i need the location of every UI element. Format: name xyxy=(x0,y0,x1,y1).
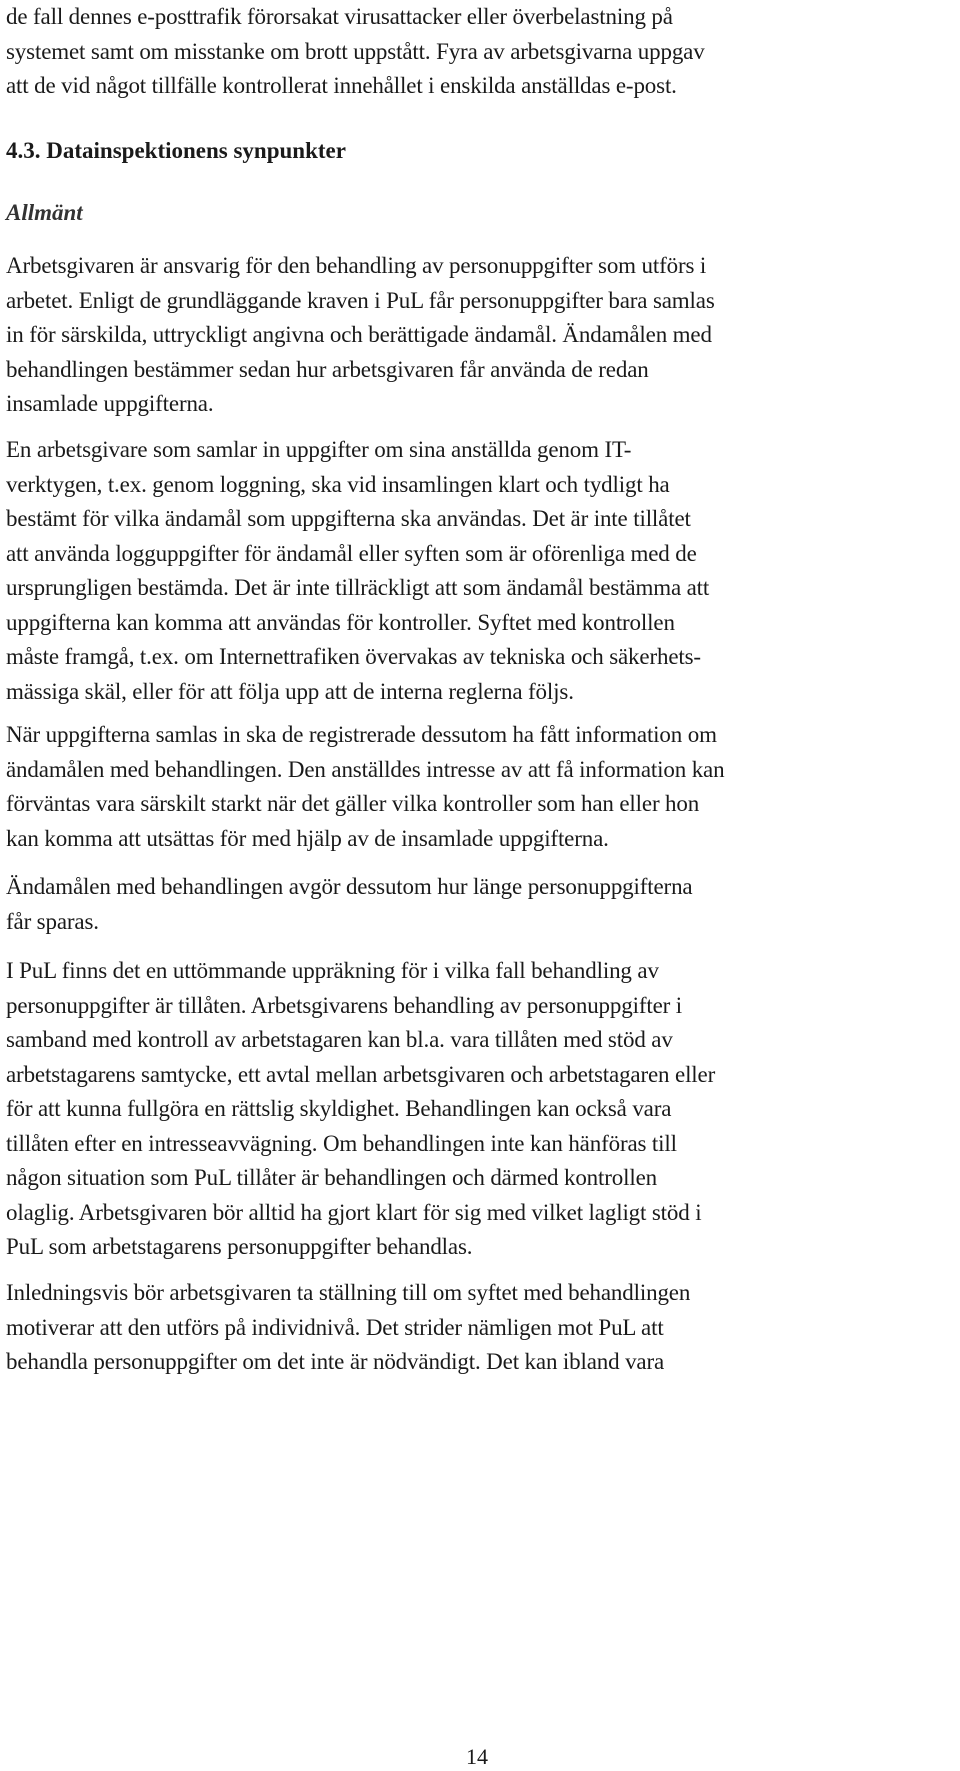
text-line: arbetstagarens samtycke, ett avtal mellan arbetsgivaren och arbetstagaren eller xyxy=(6,1061,716,1087)
text-line: att använda logguppgifter för ändamål eller syften som är oförenliga med de xyxy=(6,540,697,566)
text-line: Ändamålen med behandlingen avgör dessutom hur länge personuppgifterna xyxy=(6,874,693,899)
paragraph-2 xyxy=(6,433,946,709)
text-line: insamlade uppgifterna. xyxy=(6,391,214,416)
subheading-allmant: Allmänt xyxy=(6,200,83,225)
text-line: Arbetsgivaren är ansvarig för den behandling av personuppgifter som utförs i xyxy=(6,253,707,278)
text-line: arbetet. Enligt de grundläggande kraven i PuL får personuppgifter bara samlas xyxy=(6,287,715,313)
text-line: personuppgifter är tillåten. Arbetsgivarens behandling av personuppgifter i xyxy=(6,992,682,1018)
text-line: När uppgifterna samlas in ska de registrerade dessutom ha fått information om xyxy=(6,722,717,747)
text-line: att de vid något tillfälle kontrollerat innehållet i enskilda anställdas e-post. xyxy=(6,73,677,98)
text-line: bestämt för vilka ändamål som uppgifterna ska användas. Det är inte tillåtet xyxy=(6,506,691,531)
paragraph-4 xyxy=(6,870,946,939)
text-line: ursprungligen bestämda. Det är inte tillräckligt att som ändamål bestämma att xyxy=(6,575,710,600)
text-line: En arbetsgivare som samlar in uppgifter om sina anställda genom IT- xyxy=(6,437,632,462)
text-line: någon situation som PuL tillåter är behandlingen och därmed kontrollen xyxy=(6,1165,658,1190)
text-line: motiverar att den utförs på individnivå. Det strider nämligen mot PuL att xyxy=(6,1314,664,1340)
text-line: tillåten efter en intresseavvägning. Om behandlingen inte kan hänföras till xyxy=(6,1130,677,1156)
text-line: behandlingen bestämmer sedan hur arbetsgivaren får använda de redan xyxy=(6,356,649,382)
section-heading: 4.3. Datainspektionens synpunkter xyxy=(6,138,346,163)
text-line: samband med kontroll av arbetstagaren kan bl.a. vara tillåten med stöd av xyxy=(6,1027,673,1052)
text-line: mässiga skäl, eller för att följa upp att de interna reglerna följs. xyxy=(6,678,574,704)
text-line: in för särskilda, uttryckligt angivna och berättigade ändamål. Ändamålen med xyxy=(6,322,712,347)
text-line: de fall dennes e-posttrafik förorsakat virusattacker eller överbelastning på xyxy=(6,4,673,29)
paragraph-3 xyxy=(6,718,946,856)
text-line: Inledningsvis bör arbetsgivaren ta ställning till om syftet med behandlingen xyxy=(6,1280,691,1305)
intro-paragraph xyxy=(6,0,946,104)
text-line: systemet samt om misstanke om brott uppstått. Fyra av arbetsgivarna uppgav xyxy=(6,38,705,64)
text-line: PuL som arbetstagarens personuppgifter behandlas. xyxy=(6,1234,473,1259)
text-line: olaglig. Arbetsgivaren bör alltid ha gjort klart för sig med vilket lagligt stöd i xyxy=(6,1199,702,1225)
paragraph-6 xyxy=(6,1276,946,1380)
paragraph-1 xyxy=(6,249,946,422)
text-line: för att kunna fullgöra en rättslig skyldighet. Behandlingen kan också vara xyxy=(6,1096,672,1121)
text-line: I PuL finns det en uttömmande uppräkning för i vilka fall behandling av xyxy=(6,958,659,983)
paragraph-5 xyxy=(6,954,946,1265)
text-line: verktygen, t.ex. genom loggning, ska vid insamlingen klart och tydligt ha xyxy=(6,471,670,497)
page-number: 14 xyxy=(466,1744,488,1769)
text-line: behandla personuppgifter om det inte är nödvändigt. Det kan ibland vara xyxy=(6,1349,665,1374)
text-line: får sparas. xyxy=(6,908,99,934)
text-line: förväntas vara särskilt starkt när det gäller vilka kontroller som han eller hon xyxy=(6,791,700,816)
text-line: uppgifterna kan komma att användas för kontroller. Syftet med kontrollen xyxy=(6,609,675,635)
text-line: måste framgå, t.ex. om Internettrafiken övervakas av tekniska och säkerhets- xyxy=(6,644,701,669)
text-line: ändamålen med behandlingen. Den anställdes intresse av att få information kan xyxy=(6,756,725,782)
text-line: kan komma att utsättas för med hjälp av de insamlade uppgifterna. xyxy=(6,825,609,851)
